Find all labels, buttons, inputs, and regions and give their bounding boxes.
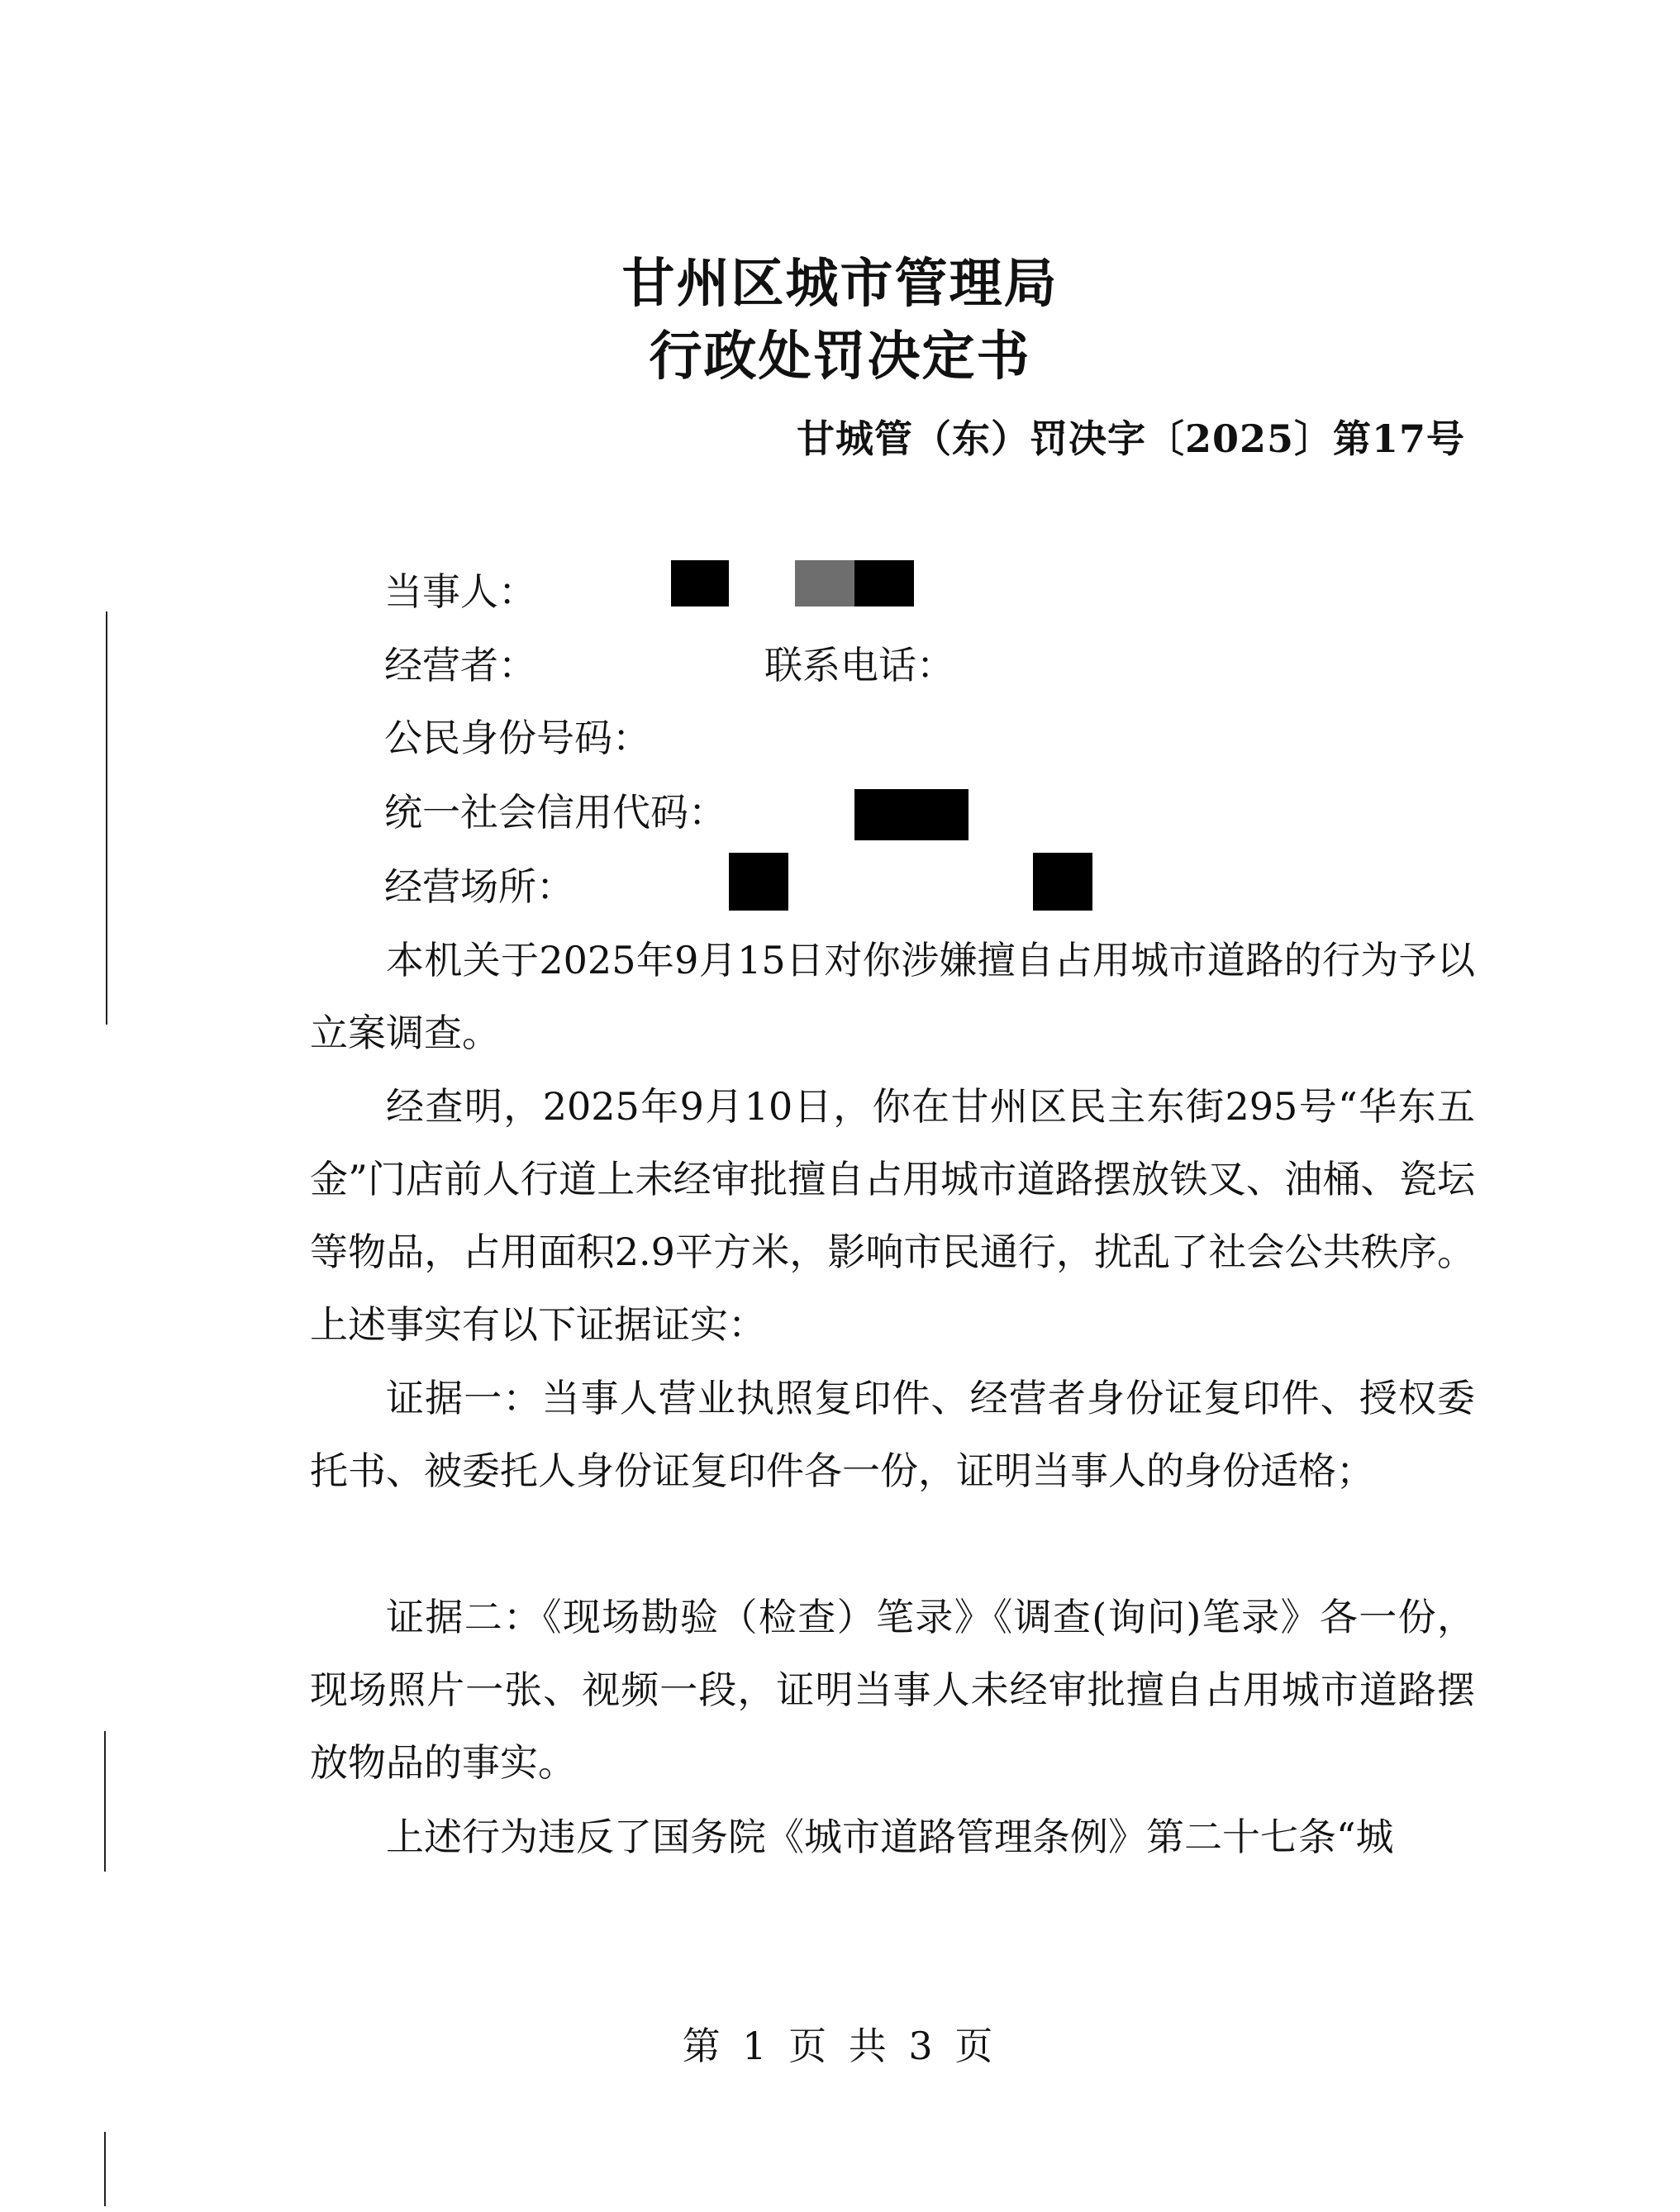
case-filing-paragraph: 本机关于2025年9月15日对你涉嫌擅自占用城市道路的行为予以立案调查。 (310, 938, 1475, 1055)
redaction-block (795, 560, 854, 607)
legal-basis-paragraph: 上述行为违反了国务院《城市道路管理条例》第二十七条“城 (386, 1815, 1394, 1859)
redaction-block (1033, 853, 1092, 911)
operator-label: 经营者： (384, 643, 536, 687)
evidence-two-paragraph: 证据二：《现场勘验（检查）笔录》《调查(询问)笔录》各一份，现场照片一张、视频一段，证明当事人未经审批擅自占用城市道路摆放物品的事实。 (310, 1595, 1475, 1785)
business-place-field (384, 864, 574, 909)
redaction-block (912, 789, 968, 840)
page-indicator: 第 1 页 共 3 页 (682, 2024, 998, 2068)
evidence-one-paragraph: 证据一：当事人营业执照复印件、经营者身份证复印件、授权委托书、被委托人身份证复印件各一份，证明当事人的身份适格； (310, 1376, 1475, 1493)
id-number-field (384, 716, 650, 760)
party-field (384, 569, 536, 614)
credit-code-field (384, 790, 726, 835)
phone-field (764, 643, 954, 687)
redaction-block (854, 789, 912, 840)
credit-code-label: 统一社会信用代码： (384, 790, 726, 835)
scan-edge-line (104, 2132, 106, 2206)
findings-paragraph: 经查明，2025年9月10日，你在甘州区民主东街295号“华东五金”门店前人行道上未经审批擅自占用城市道路摆放铁叉、油桶、瓷坛等物品，占用面积2.9平方米，影响市民通行，扰乱了社会公共秩序。上述事实有以下证据证实： (310, 1084, 1475, 1347)
document-title-type: 行政处罚决定书 (649, 326, 1031, 388)
redaction-block (854, 560, 914, 607)
operator-field (384, 643, 536, 687)
scan-edge-line (106, 611, 107, 1025)
party-label: 当事人： (384, 569, 536, 614)
document-number: 甘城管（东）罚决字〔2025〕第17号 (796, 416, 1465, 461)
document-title-agency: 甘州区城市管理局 (621, 254, 1059, 315)
id-number-label: 公民身份号码： (384, 716, 650, 760)
business-place-label: 经营场所： (384, 864, 574, 909)
redaction-block (671, 560, 729, 607)
scan-edge-line (104, 1731, 106, 1872)
redaction-block (729, 853, 788, 911)
phone-label: 联系电话： (764, 643, 954, 687)
